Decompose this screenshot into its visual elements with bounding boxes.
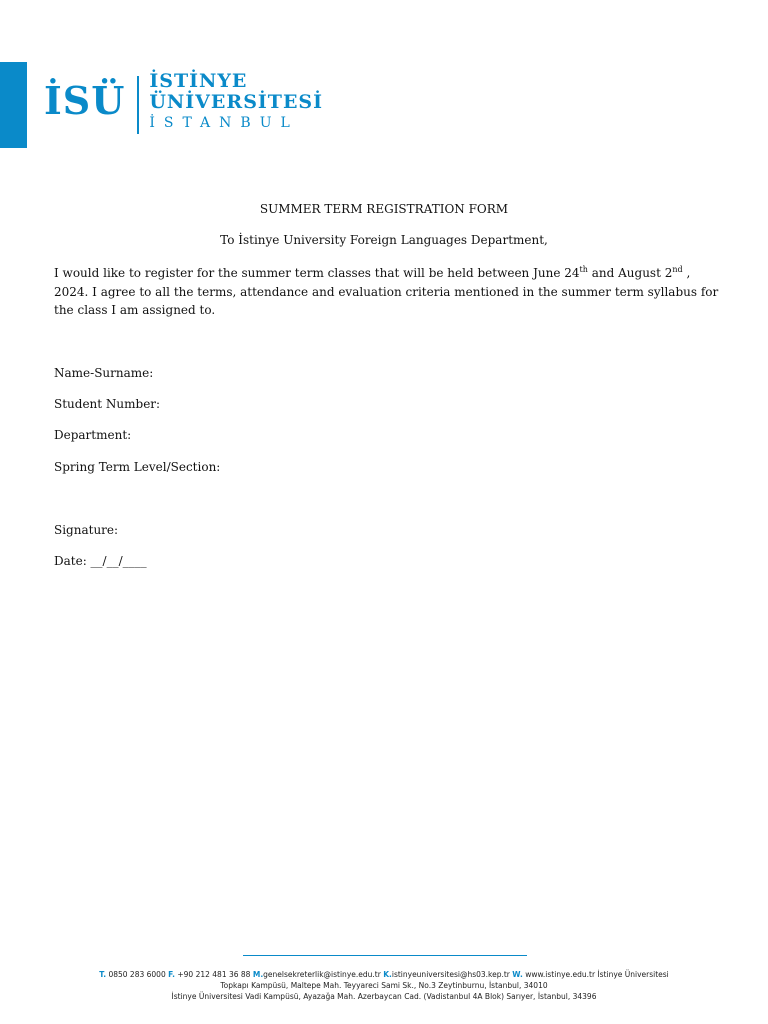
intro-text-3: , 2024. I agree to all the terms, attendance and evaluation criteria mentioned in the summer term syllabus for the class I am assigned to. bbox=[54, 266, 719, 317]
intro-text-2: and August 2 bbox=[587, 266, 673, 280]
intro-superscript-th: th bbox=[579, 265, 588, 274]
logo-line-istanbul: İSTANBUL bbox=[149, 115, 299, 131]
footer-divider bbox=[243, 955, 527, 956]
department-label: Department: bbox=[54, 428, 132, 442]
footer-phone-label: T. bbox=[99, 970, 107, 979]
intro-superscript-nd: nd bbox=[672, 265, 683, 274]
brand-accent-bar bbox=[0, 62, 27, 148]
name-surname-label: Name-Surname: bbox=[54, 366, 154, 380]
footer-contact-line bbox=[0, 969, 768, 980]
university-logo bbox=[44, 72, 323, 142]
footer-mail-label: M. bbox=[252, 970, 264, 979]
footer-address-topkapi: Topkapı Kampüsü, Maltepe Mah. Teyyareci Sami Sk., No.3 Zeytinburnu, İstanbul, 34010 bbox=[220, 981, 548, 990]
signature-label: Signature: bbox=[54, 523, 119, 537]
intro-text-1: I would like to register for the summer term classes that will be held between June 24 bbox=[54, 266, 580, 280]
footer-phone[interactable]: 0850 283 6000 bbox=[108, 970, 166, 979]
footer-fax-label: F. bbox=[168, 970, 175, 979]
footer-fax: +90 212 481 36 88 bbox=[177, 970, 251, 979]
logo-mark: İSÜ bbox=[44, 78, 126, 123]
student-number-label: Student Number: bbox=[54, 397, 161, 411]
footer-kep-label: K. bbox=[383, 970, 392, 979]
footer-kep-email[interactable]: istinyeuniversitesi@hs03.kep.tr bbox=[391, 970, 510, 979]
logo-divider bbox=[137, 76, 139, 134]
footer-web-label: W. bbox=[512, 970, 523, 979]
logo-line-istinye: İSTİNYE bbox=[149, 70, 248, 92]
logo-line-universitesi: ÜNİVERSİTESİ bbox=[149, 91, 324, 113]
footer-website[interactable]: www.istinye.edu.tr İstinye Üniversitesi bbox=[525, 970, 669, 979]
footer-address-vadi: İstinye Üniversitesi Vadi Kampüsü, Ayazağa Mah. Azerbaycan Cad. (Vadistanbul 4A Blok) Sarıyer, İstanbul, 34396 bbox=[171, 992, 597, 1001]
spring-term-level-label: Spring Term Level/Section: bbox=[54, 460, 221, 474]
intro-paragraph bbox=[54, 264, 724, 320]
logo-wordmark bbox=[149, 72, 323, 130]
form-title: SUMMER TERM REGISTRATION FORM bbox=[259, 202, 509, 216]
date-label: Date: __/__/____ bbox=[54, 554, 147, 568]
addressee-line: To İstinye University Foreign Languages Department, bbox=[220, 233, 548, 247]
footer-email[interactable]: genelsekreterlik@istinye.edu.tr bbox=[263, 970, 381, 979]
